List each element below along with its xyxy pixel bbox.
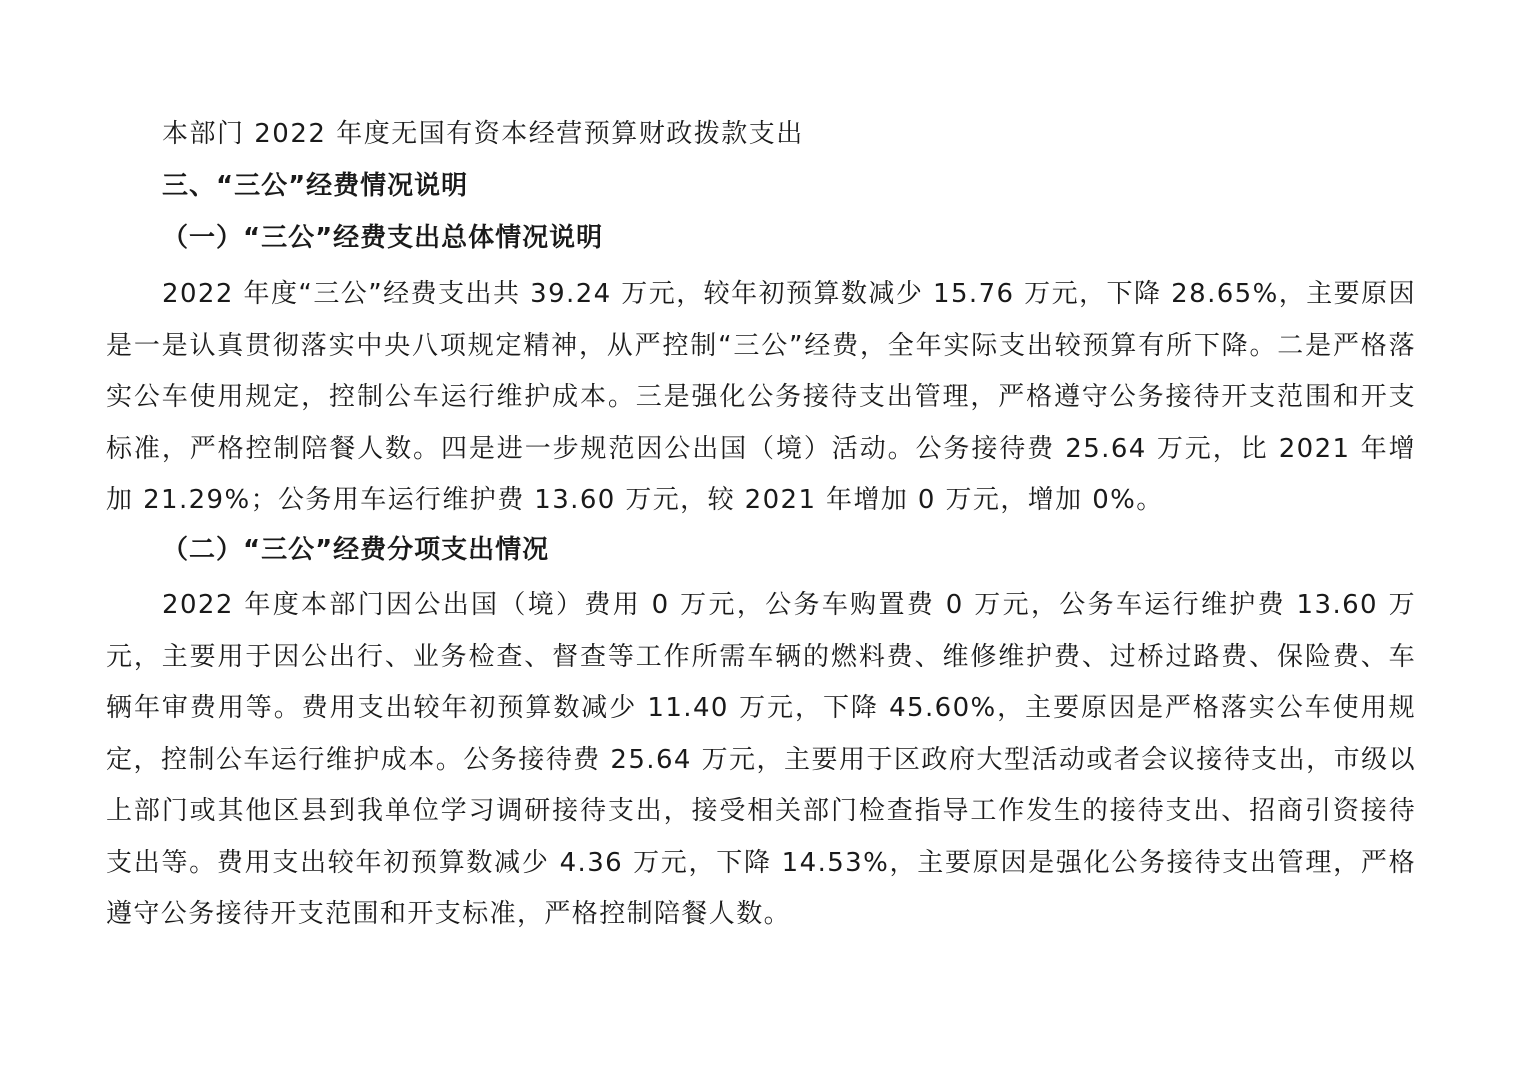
paragraph-itemized-expenditure: 2022 年度本部门因公出国（境）费用 0 万元，公务车购置费 0 万元，公务车运行维护费 13.60 万元，主要用于因公出行、业务检查、督查等工作所需车辆的燃料费、维修维护费、过桥过路费、保险费、车辆年审费用等。费用支出较年初预算数减少 11.40 万元，下降 45.60%，主要原因是严格落实公车使用规定，控制公车运行维护成本。公务接待费 25.64 万元，主要用于区政府大型活动或者会议接待支出，市级以上部门或其他区县到我单位学习调研接待支出，接受相关部门检查指导工作发生的接待支出、招商引资接待支出等。费用支出较年初预算数减少 4.36 万元，下降 14.53%，主要原因是强化公务接待支出管理，严格遵守公务接待开支范围和开支标准，严格控制陪餐人数。 [106, 590, 1416, 929]
subsection-1-title: （一）“三公”经费支出总体情况说明 [162, 223, 604, 253]
intro-line: 本部门 2022 年度无国有资本经营预算财政拨款支出 [162, 119, 804, 149]
paragraph-overall-expenditure: 2022 年度“三公”经费支出共 39.24 万元，较年初预算数减少 15.76 万元，下降 28.65%，主要原因是一是认真贯彻落实中央八项规定精神，从严控制“三公”经费，全年实际支出较预算有所下降。二是严格落实公车使用规定，控制公车运行维护成本。三是强化公务接待支出管理，严格遵守公务接待开支范围和开支标准，严格控制陪餐人数。四是进一步规范因公出国（境）活动。公务接待费 25.64 万元，比 2021 年增加 21.29%；公务用车运行维护费 13.60 万元，较 2021 年增加 0 万元，增加 0%。 [106, 279, 1416, 515]
section-title: 三、“三公”经费情况说明 [162, 171, 469, 201]
subsection-2-title: （二）“三公”经费分项支出情况 [162, 535, 550, 565]
